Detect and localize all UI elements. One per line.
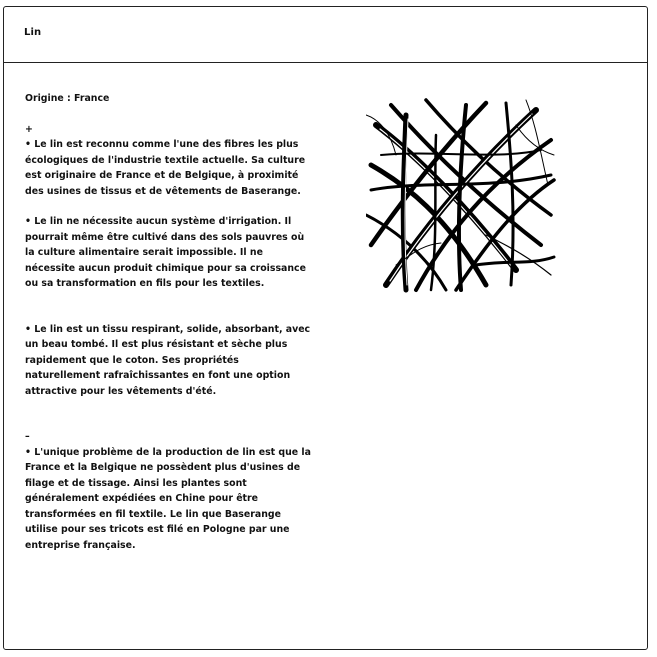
material-description (25, 91, 315, 553)
paragraph-irrigation: • Le lin ne nécessite aucun système d'irrigation. Il pourrait même être cultivé dans des sols pauvres où la culture alimentaire serait impossible. Il ne nécessite aucun produit chimique pour sa croissance ou sa transformation en fils pour les textiles. (25, 216, 306, 289)
pros-marker: + (25, 123, 33, 135)
fiber-stroke (456, 180, 554, 290)
paragraph-ecology: • Le lin est reconnu comme l'une des fibres les plus écologiques de l'industrie textile actuelle. Sa culture est originaire de France et de Belgique, à proximité des usines de tissus et de vêtements de Baserange. (25, 139, 306, 197)
spacer (25, 399, 315, 429)
paragraph-production: • L'unique problème de la production de lin est que la France et la Belgique ne possèdent plus d'usines de filage et de tissage. Ainsi les plantes sont généralement expédiées en Chine pour être transformées en fil textile. Le lin que Baserange utilise pour ses tricots est filé en Pologne par une entreprise française. (25, 446, 311, 551)
cons-marker: – (25, 431, 30, 442)
paragraph-properties: • Le lin est un tissu respirant, solide, absorbant, avec un beau tombé. Il est plus résistant et sèche plus rapidement que le coton. Ses propriétés naturellement rafraîchissantes en font une option attractive pour les vêtements d'été. (25, 323, 311, 397)
origin-label: Origine : France (25, 93, 110, 104)
fiber-stroke (476, 257, 554, 265)
spacer (25, 292, 315, 322)
panel-header (4, 7, 647, 63)
spacer (25, 199, 315, 214)
material-info-panel (3, 6, 648, 650)
panel-title: Lin (24, 27, 42, 38)
flax-fibers-illustration (366, 95, 556, 295)
